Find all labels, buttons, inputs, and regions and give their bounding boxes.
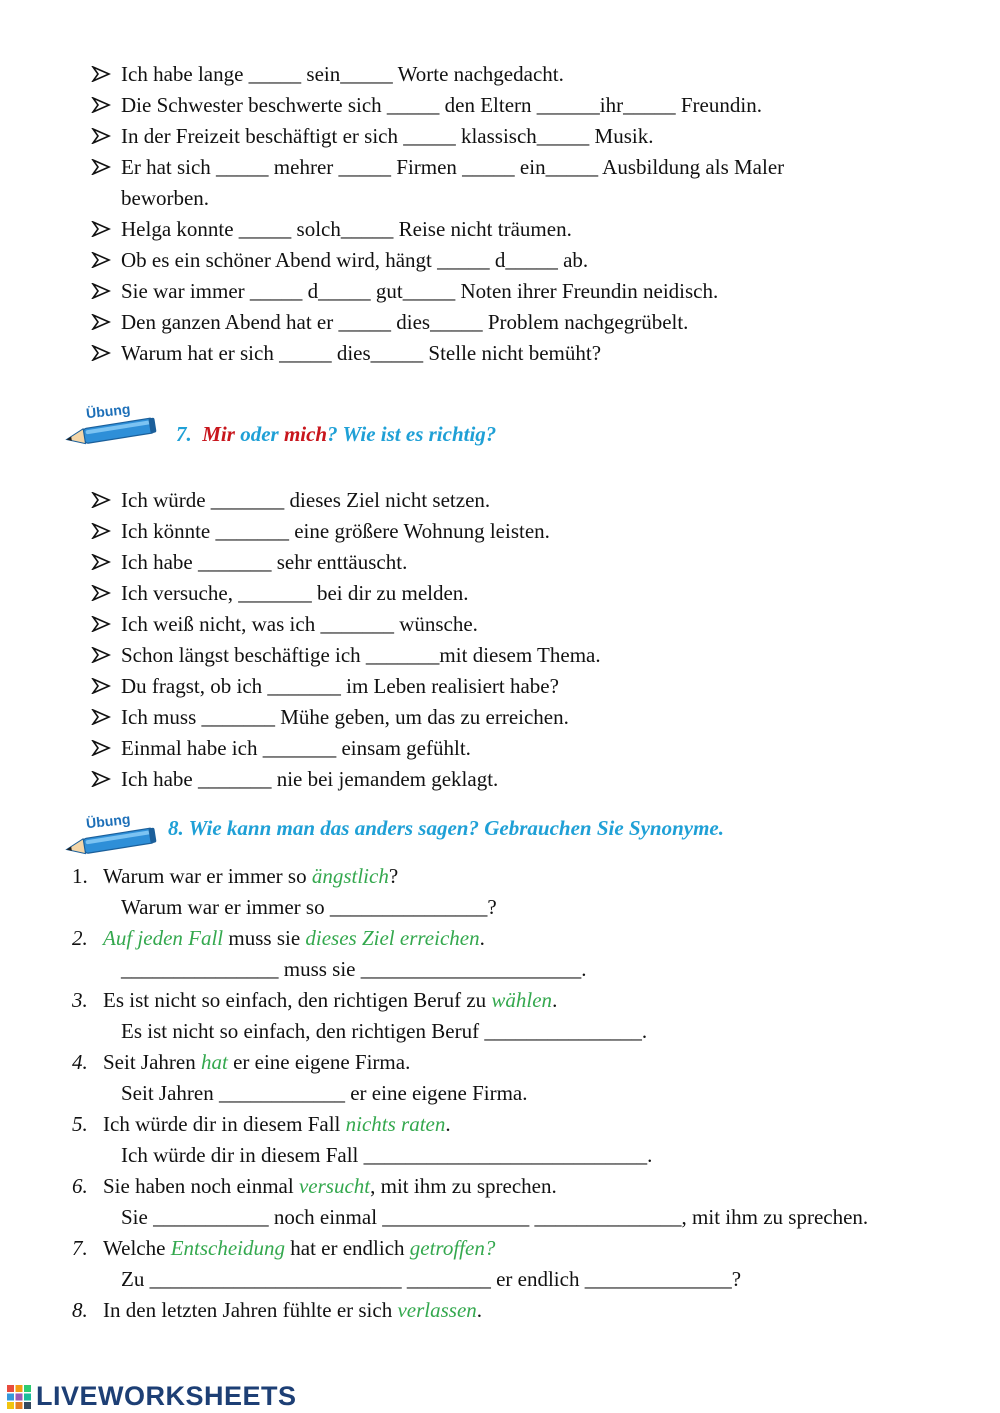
sentence-text: Ich weiß nicht, was ich _______ wünsche. [121, 612, 478, 636]
arrow-bullet-icon [90, 278, 112, 304]
item-question: Es ist nicht so einfach, den richtigen Beruf zu wählen. [103, 988, 558, 1012]
arrow-bullet-icon [90, 580, 112, 606]
item-answer-line: Sie ___________ noch einmal ______________ ______________, mit ihm zu sprechen. [121, 1205, 869, 1229]
highlighted-phrase: verlassen [397, 1298, 477, 1322]
arrow-bullet-icon [90, 154, 112, 180]
sentence-text: Ich habe _______ sehr enttäuscht. [121, 550, 408, 574]
sentence-text: Du fragst, ob ich _______ im Leben realisiert habe? [121, 674, 559, 698]
sentence-text: Er hat sich _____ mehrer _____ Firmen _____ ein_____ Ausbildung als Maler [121, 155, 785, 179]
arrow-bullet-icon [90, 766, 112, 792]
heading-rest: ? Wie ist es richtig? [327, 422, 497, 446]
item-question: Warum war er immer so ängstlich? [103, 864, 399, 888]
arrow-bullet-icon [90, 61, 112, 87]
uebung-pencil-badge [62, 812, 166, 864]
item-question: Ich würde dir in diesem Fall nichts raten. [103, 1112, 451, 1136]
highlighted-phrase: Auf jeden Fall [103, 926, 224, 950]
sentence-continuation: beworben. [121, 186, 210, 210]
item-number: 2. [72, 926, 88, 950]
arrow-bullet-icon [90, 704, 112, 730]
heading-word-oder: oder [240, 422, 279, 446]
sentence-text: Sie war immer _____ d_____ gut_____ Noten ihrer Freundin neidisch. [121, 279, 719, 303]
arrow-bullet-icon [90, 735, 112, 761]
item-number: 6. [72, 1174, 88, 1198]
arrow-bullet-icon [90, 340, 112, 366]
sentence-text: Ich würde _______ dieses Ziel nicht setzen. [121, 488, 491, 512]
logo-grid-icon [6, 1384, 32, 1410]
item-question: Seit Jahren hat er eine eigene Firma. [103, 1050, 411, 1074]
highlighted-phrase: dieses Ziel erreichen [305, 926, 480, 950]
heading-number: 7. [176, 422, 192, 446]
sentence-text: Einmal habe ich _______ einsam gefühlt. [121, 736, 471, 760]
item-question: Auf jeden Fall muss sie dieses Ziel erreichen. [103, 926, 485, 950]
highlighted-phrase: Entscheidung [170, 1236, 285, 1260]
arrow-bullet-icon [90, 216, 112, 242]
item-answer-line: Seit Jahren ____________ er eine eigene Firma. [121, 1081, 528, 1105]
section7-heading [176, 422, 496, 447]
arrow-bullet-icon [90, 247, 112, 273]
item-number: 8. [72, 1298, 88, 1322]
arrow-bullet-icon [90, 309, 112, 335]
arrow-bullet-icon [90, 518, 112, 544]
item-number: 4. [72, 1050, 88, 1074]
sentence-text: Ich versuche, _______ bei dir zu melden. [121, 581, 469, 605]
sentence-text: Ob es ein schöner Abend wird, hängt _____ d_____ ab. [121, 248, 589, 272]
logo-text: LIVEWORKSHEETS [36, 1381, 297, 1411]
arrow-bullet-icon [90, 487, 112, 513]
item-number: 5. [72, 1112, 88, 1136]
highlighted-phrase: hat [200, 1050, 228, 1074]
sentence-text: Ich könnte _______ eine größere Wohnung leisten. [121, 519, 550, 543]
item-answer-line: _______________ muss sie _____________________. [121, 957, 587, 981]
sentence-text: Schon längst beschäftige ich _______mit diesem Thema. [121, 643, 601, 667]
sentence-text: Ich habe lange _____ sein_____ Worte nachgedacht. [121, 62, 564, 86]
item-answer-line: Zu ________________________ ________ er endlich ______________? [121, 1267, 742, 1291]
arrow-bullet-icon [90, 611, 112, 637]
item-number: 3. [72, 988, 88, 1012]
sentence-text: In der Freizeit beschäftigt er sich _____ klassisch_____ Musik. [121, 124, 654, 148]
liveworksheets-logo [6, 1381, 297, 1412]
arrow-bullet-icon [90, 123, 112, 149]
uebung-pencil-badge [62, 402, 166, 454]
arrow-bullet-icon [90, 673, 112, 699]
highlighted-phrase: versucht [298, 1174, 371, 1198]
sentence-text: Ich muss _______ Mühe geben, um das zu erreichen. [121, 705, 569, 729]
highlighted-phrase: ängstlich [311, 864, 389, 888]
heading-word-mich: mich [283, 422, 328, 446]
highlighted-phrase: wählen [491, 988, 553, 1012]
item-question: In den letzten Jahren fühlte er sich verlassen. [103, 1298, 483, 1322]
item-number: 1. [72, 864, 88, 888]
sentence-text: Helga konnte _____ solch_____ Reise nicht träumen. [121, 217, 572, 241]
arrow-bullet-icon [90, 642, 112, 668]
heading-word-mir: Mir [202, 422, 235, 446]
item-number: 7. [72, 1236, 88, 1260]
item-question: Sie haben noch einmal versucht, mit ihm zu sprechen. [103, 1174, 557, 1198]
arrow-bullet-icon [90, 549, 112, 575]
sentence-text: Ich habe _______ nie bei jemandem geklagt. [121, 767, 499, 791]
arrow-bullet-icon [90, 92, 112, 118]
sentence-text: Die Schwester beschwerte sich _____ den Eltern ______ihr_____ Freundin. [121, 93, 762, 117]
uebung-badge-label: Übung [85, 400, 132, 422]
item-question: Welche Entscheidung hat er endlich getroffen? [103, 1236, 496, 1260]
section8-heading: 8. Wie kann man das anders sagen? Gebrauchen Sie Synonyme. [168, 816, 724, 840]
sentence-text: Warum hat er sich _____ dies_____ Stelle nicht bemüht? [121, 341, 602, 365]
item-answer-line: Es ist nicht so einfach, den richtigen Beruf _______________. [121, 1019, 648, 1043]
highlighted-phrase: nichts raten [345, 1112, 446, 1136]
item-answer-line: Ich würde dir in diesem Fall ___________________________. [121, 1143, 653, 1167]
uebung-badge-label: Übung [85, 810, 132, 832]
item-answer-line: Warum war er immer so _______________? [121, 895, 497, 919]
highlighted-phrase: getroffen? [409, 1236, 496, 1260]
sentence-text: Den ganzen Abend hat er _____ dies_____ Problem nachgegrübelt. [121, 310, 689, 334]
